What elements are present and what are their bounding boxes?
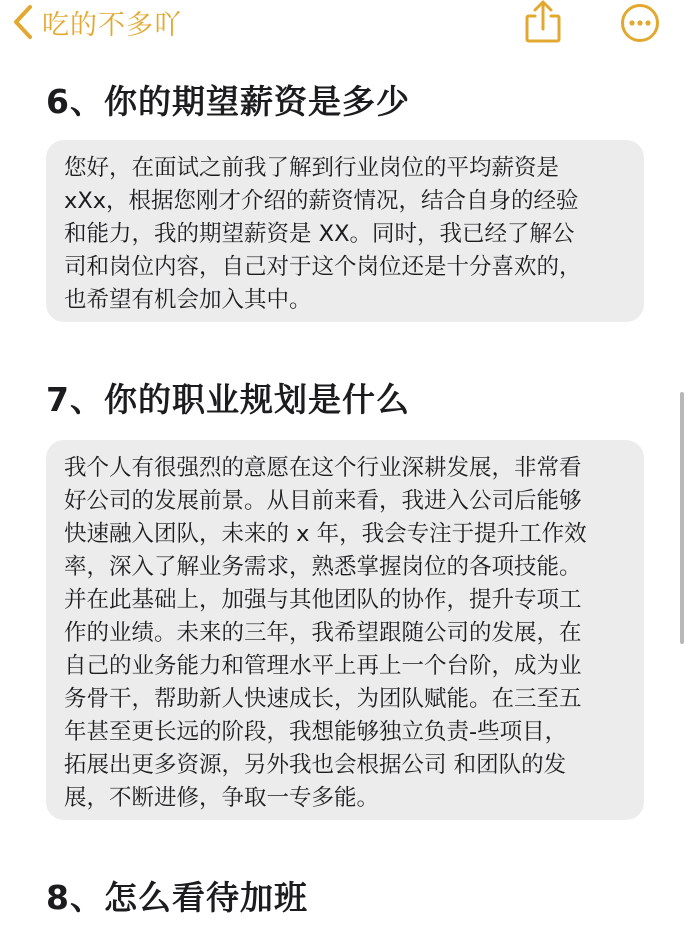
text-line: 也希望有机会加入其中。 bbox=[64, 287, 312, 313]
text-line: 年甚至更长远的阶段，我想能够独立负责-些项目， bbox=[64, 719, 568, 745]
chevron-left-icon bbox=[12, 4, 34, 40]
text-line: 您好，在面试之前我了解到行业岗位的平均薪资是 bbox=[64, 155, 560, 181]
text-line: 我个人有很强烈的意愿在这个行业深耕发展，非常看 bbox=[64, 455, 582, 481]
text-line: 和能力，我的期望薪资是 XX。同时，我已经了解公 bbox=[64, 221, 575, 247]
text-line: 率，深入了解业务需求，熟悉掌握岗位的各项技能。 bbox=[64, 554, 582, 580]
back-button[interactable] bbox=[12, 2, 182, 42]
text-line: 并在此基础上，加强与其他团队的协作，提升专项工 bbox=[64, 587, 582, 613]
text-line: 作的业绩。未来的三年，我希望跟随公司的发展，在 bbox=[64, 620, 582, 646]
share-icon bbox=[522, 29, 564, 48]
text-line: 务骨干，帮助新人快速成长，为团队赋能。在三至五 bbox=[64, 686, 582, 712]
answer-card-7 bbox=[46, 440, 644, 820]
more-button[interactable] bbox=[620, 3, 660, 43]
share-button[interactable] bbox=[522, 0, 564, 44]
text-line: 好公司的发展前景。从目前来看，我进入公司后能够 bbox=[64, 488, 582, 514]
section-title-6: 6、你的期望薪资是多少 bbox=[46, 82, 410, 121]
text-line: 自己的业务能力和管理水平上再上一个台阶，成为业 bbox=[64, 653, 582, 679]
text-line: 拓展出更多资源，另外我也会根据公司 和团队的发 bbox=[64, 752, 567, 778]
navigation-bar bbox=[0, 0, 690, 56]
scrollbar[interactable] bbox=[680, 392, 684, 644]
text-line: 司和岗位内容，自己对于这个岗位还是十分喜欢的， bbox=[64, 254, 582, 280]
text-line: 展，不断进修，争取一专多能。 bbox=[64, 785, 380, 811]
section-title-8: 8、怎么看待加班 bbox=[46, 878, 308, 917]
section-title-7: 7、你的职业规划是什么 bbox=[46, 380, 410, 419]
answer-card-6 bbox=[46, 140, 644, 322]
back-label: 吃的不多吖 bbox=[42, 9, 182, 41]
text-line: 快速融入团队，未来的 x 年，我会专注于提升工作效 bbox=[64, 521, 587, 547]
text-line: xXx，根据您刚才介绍的薪资情况，结合自身的经验 bbox=[64, 188, 579, 214]
more-icon bbox=[620, 28, 660, 47]
